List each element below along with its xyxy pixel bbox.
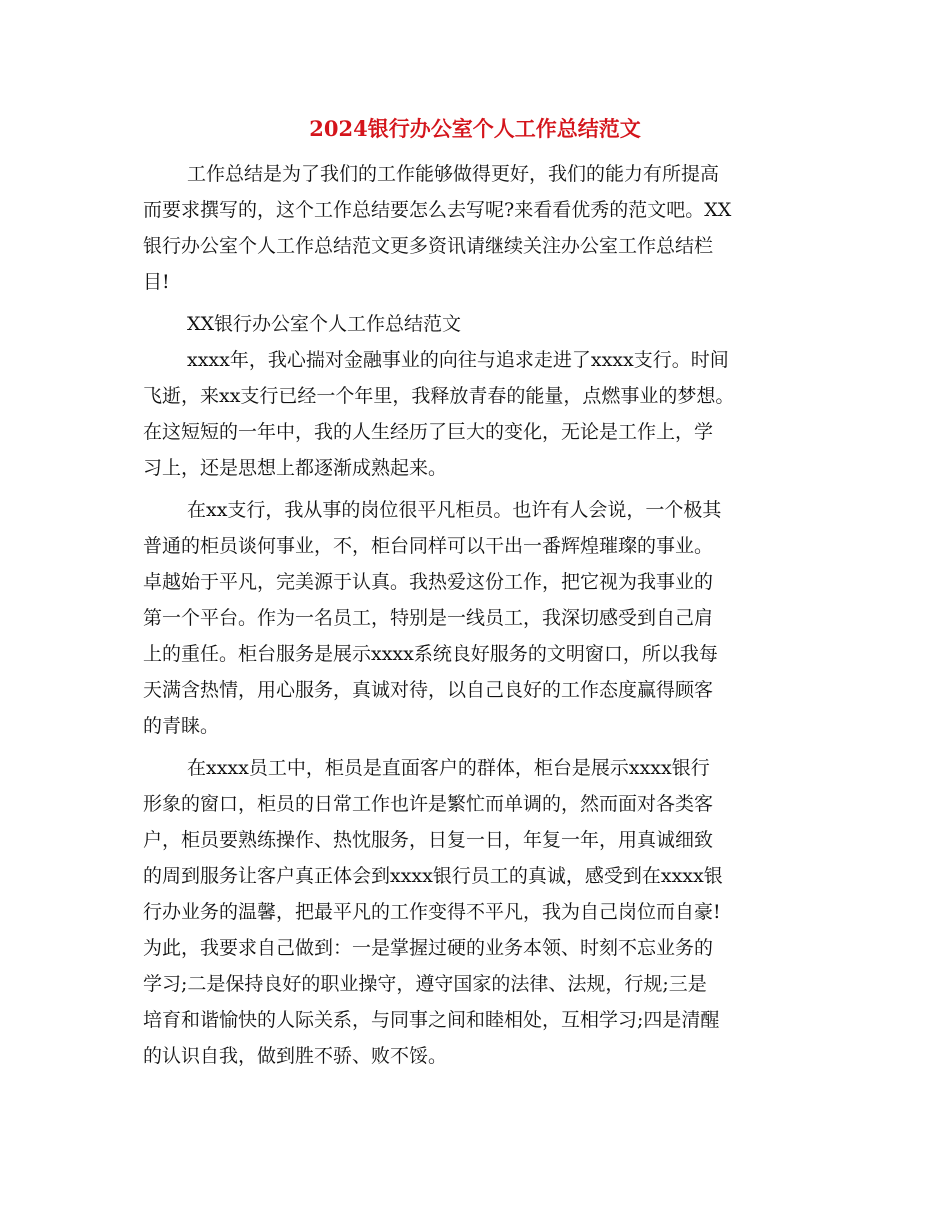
text-line: 的认识自我，做到胜不骄、败不馁。 — [143, 1045, 448, 1067]
text-line: 天满含热情，用心服务，真诚对待，以自己良好的工作态度赢得顾客 — [143, 679, 714, 701]
text-line: 培育和谐愉快的人际关系，与同事之间和睦相处，互相学习;四是清醒 — [143, 1009, 720, 1031]
text-line: 户，柜员要熟练操作、热忱服务，日复一日，年复一年，用真诚细致 — [143, 829, 714, 851]
text-line: 行办业务的温馨，把最平凡的工作变得不平凡，我为自己岗位而自豪! — [143, 901, 721, 923]
text-line: 普通的柜员谈何事业，不，柜台同样可以干出一番辉煌璀璨的事业。 — [143, 535, 714, 557]
paragraph-start — [143, 342, 813, 486]
paragraph-subtitle — [143, 306, 813, 342]
text-line: 在这短短的一年中，我的人生经历了巨大的变化，无论是工作上，学 — [143, 421, 714, 443]
text-line: 为此，我要求自己做到：一是掌握过硬的业务本领、时刻不忘业务的 — [143, 937, 714, 959]
text-line: 目! — [143, 271, 170, 293]
document-title: 2024银行办公室个人工作总结范文 — [309, 116, 641, 141]
text-line: 卓越始于平凡，完美源于认真。我热爱这份工作，把它视为我事业的 — [143, 571, 714, 593]
text-line: 习上，还是思想上都逐渐成熟起来。 — [143, 457, 448, 479]
text-line: 形象的窗口，柜员的日常工作也许是繁忙而单调的，然而面对各类客 — [143, 793, 714, 815]
text-line: 银行办公室个人工作总结范文更多资讯请继续关注办公室工作总结栏 — [143, 235, 714, 257]
document-body — [143, 156, 813, 1074]
text-line: xxxx年，我心揣对金融事业的向往与追求走进了xxxx支行。时间 — [187, 349, 729, 371]
text-line: 在xxxx员工中，柜员是直面客户的群体，柜台是展示xxxx银行 — [187, 757, 710, 779]
text-line: 工作总结是为了我们的工作能够做得更好，我们的能力有所提高 — [187, 163, 720, 185]
paragraph-commitments — [143, 750, 813, 1074]
paragraph-intro — [143, 156, 813, 300]
text-line: 第一个平台。作为一名员工，特别是一线员工，我深切感受到自己肩 — [143, 607, 714, 629]
paragraph-teller-role — [143, 492, 813, 744]
text-line: 学习;二是保持良好的职业操守，遵守国家的法律、法规，行规;三是 — [143, 973, 707, 995]
text-line: 的青睐。 — [143, 715, 220, 737]
text-line: 飞逝，来xx支行已经一个年里，我释放青春的能量，点燃事业的梦想。 — [143, 385, 735, 407]
text-line: 而要求撰写的，这个工作总结要怎么去写呢?来看看优秀的范文吧。XX — [143, 199, 732, 221]
text-line: 在xx支行，我从事的岗位很平凡柜员。也许有人会说，一个极其 — [187, 499, 722, 521]
text-line: XX银行办公室个人工作总结范文 — [187, 313, 462, 335]
text-line: 上的重任。柜台服务是展示xxxx系统良好服务的文明窗口，所以我每 — [143, 643, 718, 665]
text-line: 的周到服务让客户真正体会到xxxx银行员工的真诚，感受到在xxxx银 — [143, 865, 723, 887]
